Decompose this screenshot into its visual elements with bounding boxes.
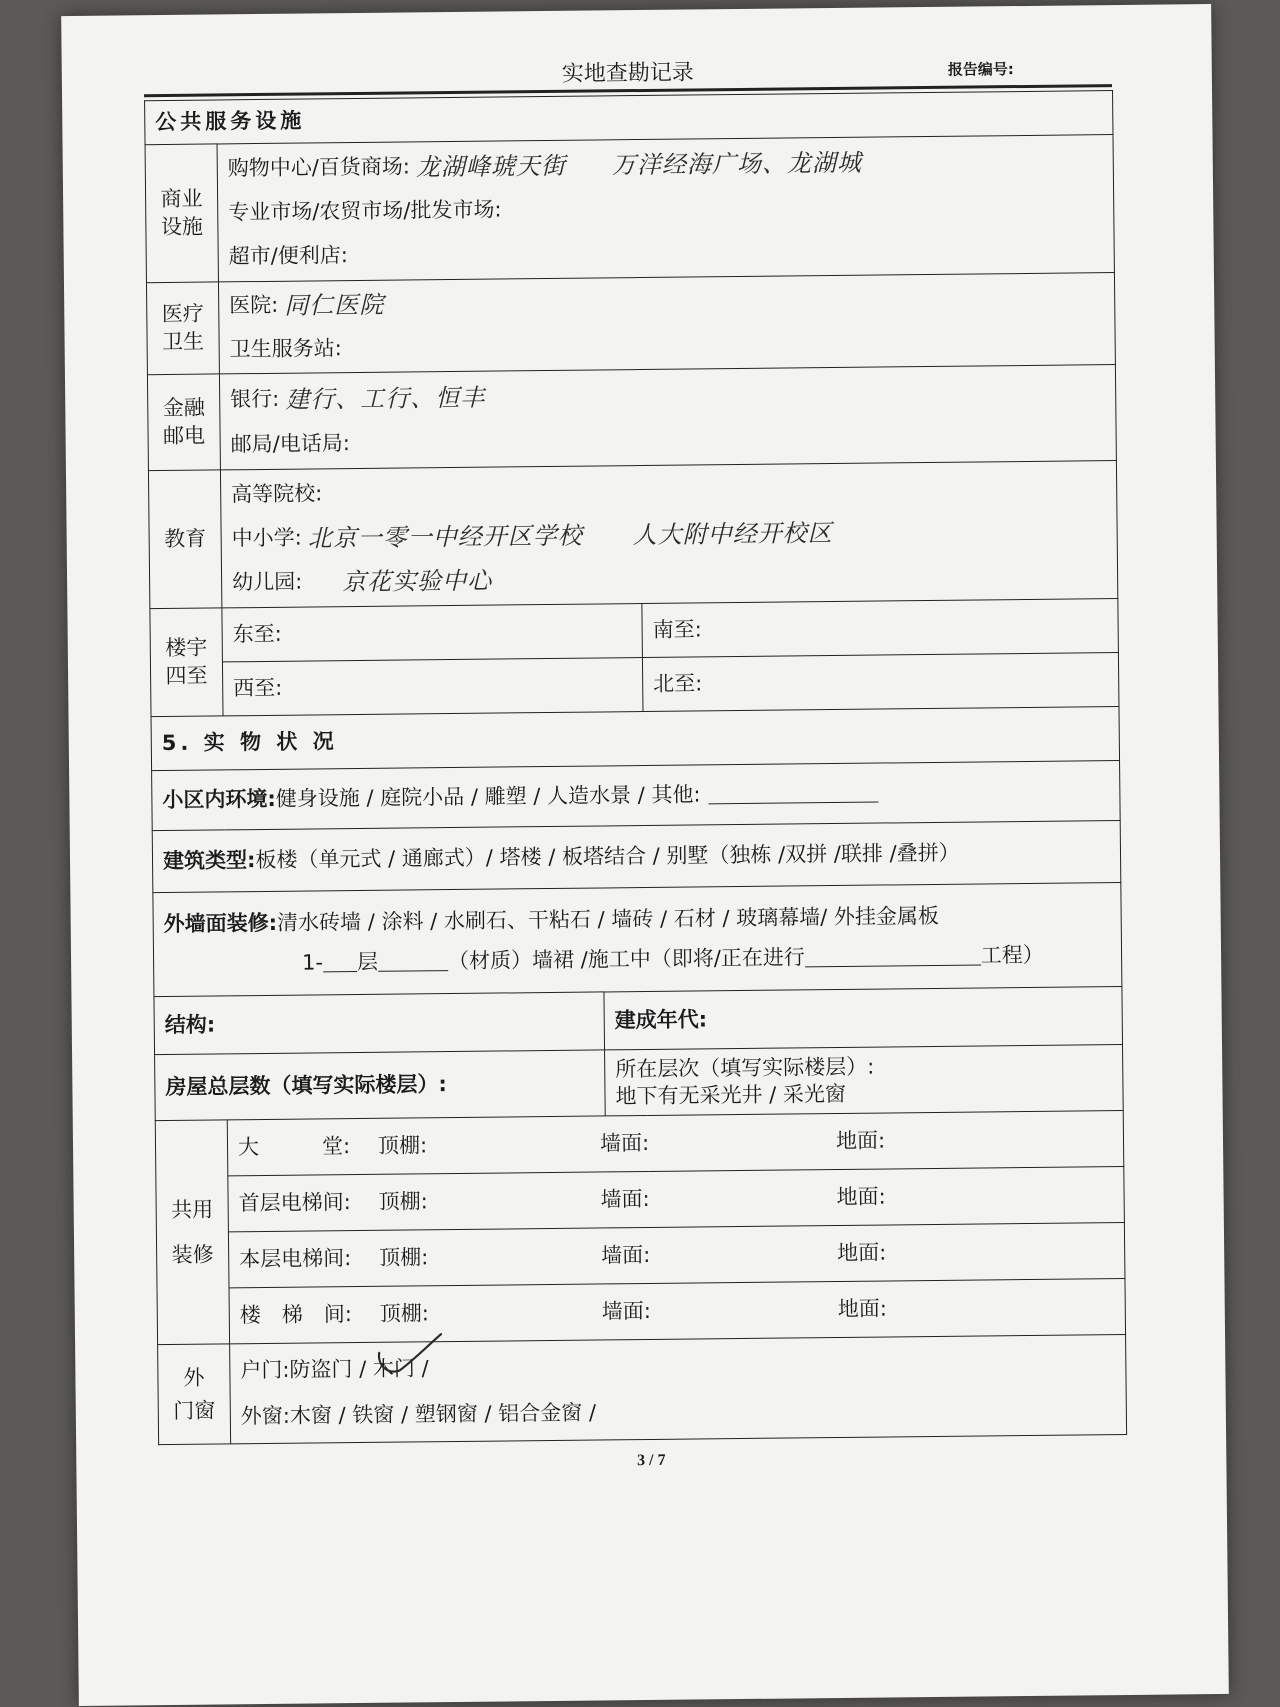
wall-label: 墙面: [599,1131,650,1156]
ceiling-label: 顶棚: [377,1133,428,1159]
south-boundary[interactable]: 南至: [642,599,1119,658]
market-label: 专业市场/农贸市场/批发市场: [228,197,502,225]
school-value-2[interactable]: 人大附中经开校区 [632,518,833,549]
bank-value[interactable]: 建行、工行、恒丰 [285,383,486,414]
decoration-row-floor-elevator[interactable] [228,1223,1125,1288]
mall-label: 购物中心/百货商场: [227,154,411,181]
boundaries-category: 楼宇四至 [150,608,223,717]
commercial-category: 商业设施 [145,144,218,283]
public-facilities-title: 公共服务设施 [145,91,1113,145]
window-options[interactable]: 木窗 / 铁窗 / 塑钢窗 / 铝合金窗 / [289,1400,597,1429]
facade-row [153,883,1122,997]
supermarket-label: 超市/便利店: [228,243,348,269]
facade-floor-prefix: 1- [301,950,324,975]
physical-status-title: 5. 实 物 状 况 [151,707,1120,771]
education-cell [220,461,1117,608]
floor-label: 地面: [837,1240,887,1266]
commercial-cell [217,135,1114,282]
page-number: 3 / 7 [637,1451,666,1470]
floor-label: 地面: [837,1296,887,1322]
bank-label: 银行: [230,387,280,412]
structure-field[interactable]: 结构: [154,992,605,1055]
decoration-row-ground-elevator[interactable] [228,1167,1125,1232]
environment-label: 小区内环境: [162,787,276,813]
common-decoration-category [155,1120,229,1345]
north-boundary[interactable]: 北至: [642,653,1119,712]
decoration-row-name: 楼 梯 间: [239,1302,352,1328]
hospital-value[interactable]: 同仁医院 [284,290,385,320]
building-type-options[interactable]: 板楼（单元式 / 通廊式）/ 塔楼 / 板塔结合 / 别墅（独栋 /双拼 /联排 /叠拼） [255,841,960,873]
door-options[interactable]: 防盗门 / 木门 / [289,1356,429,1383]
doors-windows-line1: 外 [183,1365,205,1391]
decoration-row-lobby[interactable] [227,1111,1124,1176]
facade-project-blank[interactable] [805,946,981,967]
document-header [144,43,1112,97]
ceiling-label: 顶棚: [378,1189,428,1215]
checkmark-icon [375,1330,466,1391]
health-station-label: 卫生服务站: [229,336,342,362]
east-boundary[interactable]: 东至: [222,604,643,662]
mall-value-2[interactable]: 万洋经海广场、龙湖城 [611,148,863,179]
building-type-row [152,821,1121,893]
decoration-row-name: 大 堂: [237,1134,351,1160]
medical-category: 医疗卫生 [146,282,219,375]
decoration-row-stairwell[interactable] [229,1278,1126,1343]
wall-label: 墙面: [601,1299,651,1324]
finance-cell [219,365,1116,470]
decoration-row-name: 本层电梯间: [239,1246,352,1272]
doors-windows-category [158,1344,231,1445]
environment-other-blank[interactable] [708,784,878,805]
total-floors-field[interactable] [155,1050,606,1121]
inspection-form [144,90,1127,1445]
document-page [61,4,1229,1706]
facade-floor-blank[interactable] [323,953,357,972]
document-title: 实地查勘记录 [561,60,694,87]
kindergarten-label: 幼儿园: [232,569,303,595]
post-office-label: 邮局/电话局: [230,431,350,457]
kindergarten-value[interactable]: 京花实验中心 [342,566,493,596]
common-decoration-line2: 装修 [171,1242,214,1267]
facade-construction-text: （材质）墙裙 /施工中（即将/正在进行 [447,945,805,974]
facade-floor-suffix: 层 [356,950,379,975]
doors-windows-cell [230,1334,1127,1443]
built-year-field[interactable]: 建成年代: [604,987,1123,1050]
floor-label: 地面: [835,1128,886,1154]
finance-category: 金融邮电 [147,374,220,471]
floor-level-field[interactable] [605,1045,1124,1116]
floor-label: 地面: [836,1184,886,1210]
ceiling-label: 顶棚: [379,1301,429,1327]
facade-options[interactable]: 清水砖墙 / 涂料 / 水刷石、干粘石 / 墙砖 / 石材 / 玻璃幕墙/ 外挂金属板 [276,904,940,936]
school-label: 中小学: [231,525,302,551]
facade-project-suffix: 工程） [980,943,1044,968]
common-decoration-line1: 共用 [171,1197,214,1223]
door-label: 户门: [240,1358,290,1383]
wall-label: 墙面: [601,1243,651,1268]
wall-label: 墙面: [600,1187,650,1212]
medical-cell [218,273,1115,374]
skylight-label: 地下有无采光井 / 采光窗 [615,1081,847,1108]
west-boundary[interactable]: 西至: [222,658,643,716]
ceiling-label: 顶棚: [379,1245,429,1271]
building-type-label: 建筑类型: [162,848,256,874]
total-floors-label: 房屋总层数（填写实际楼层）: [165,1072,447,1100]
decoration-row-name: 首层电梯间: [238,1190,351,1216]
floor-level-label: 所在层次（填写实际楼层）: [615,1054,875,1082]
doors-windows-line2: 门窗 [173,1398,216,1423]
school-value-1[interactable]: 北京一零一中经开区学校 [307,521,583,553]
window-label: 外窗: [240,1404,291,1429]
environment-options[interactable]: 健身设施 / 庭院小品 / 雕塑 / 人造水景 / 其他: [275,782,701,812]
mall-value-1[interactable]: 龙湖峰琥天街 [415,151,567,181]
hospital-label: 医院: [229,293,279,318]
college-label: 高等院校: [231,481,323,507]
report-number-label: 报告编号: [947,60,1014,79]
facade-material-blank[interactable] [378,952,448,972]
environment-row [152,761,1121,831]
facade-label: 外墙面装修: [163,911,278,937]
education-category: 教育 [148,470,221,609]
